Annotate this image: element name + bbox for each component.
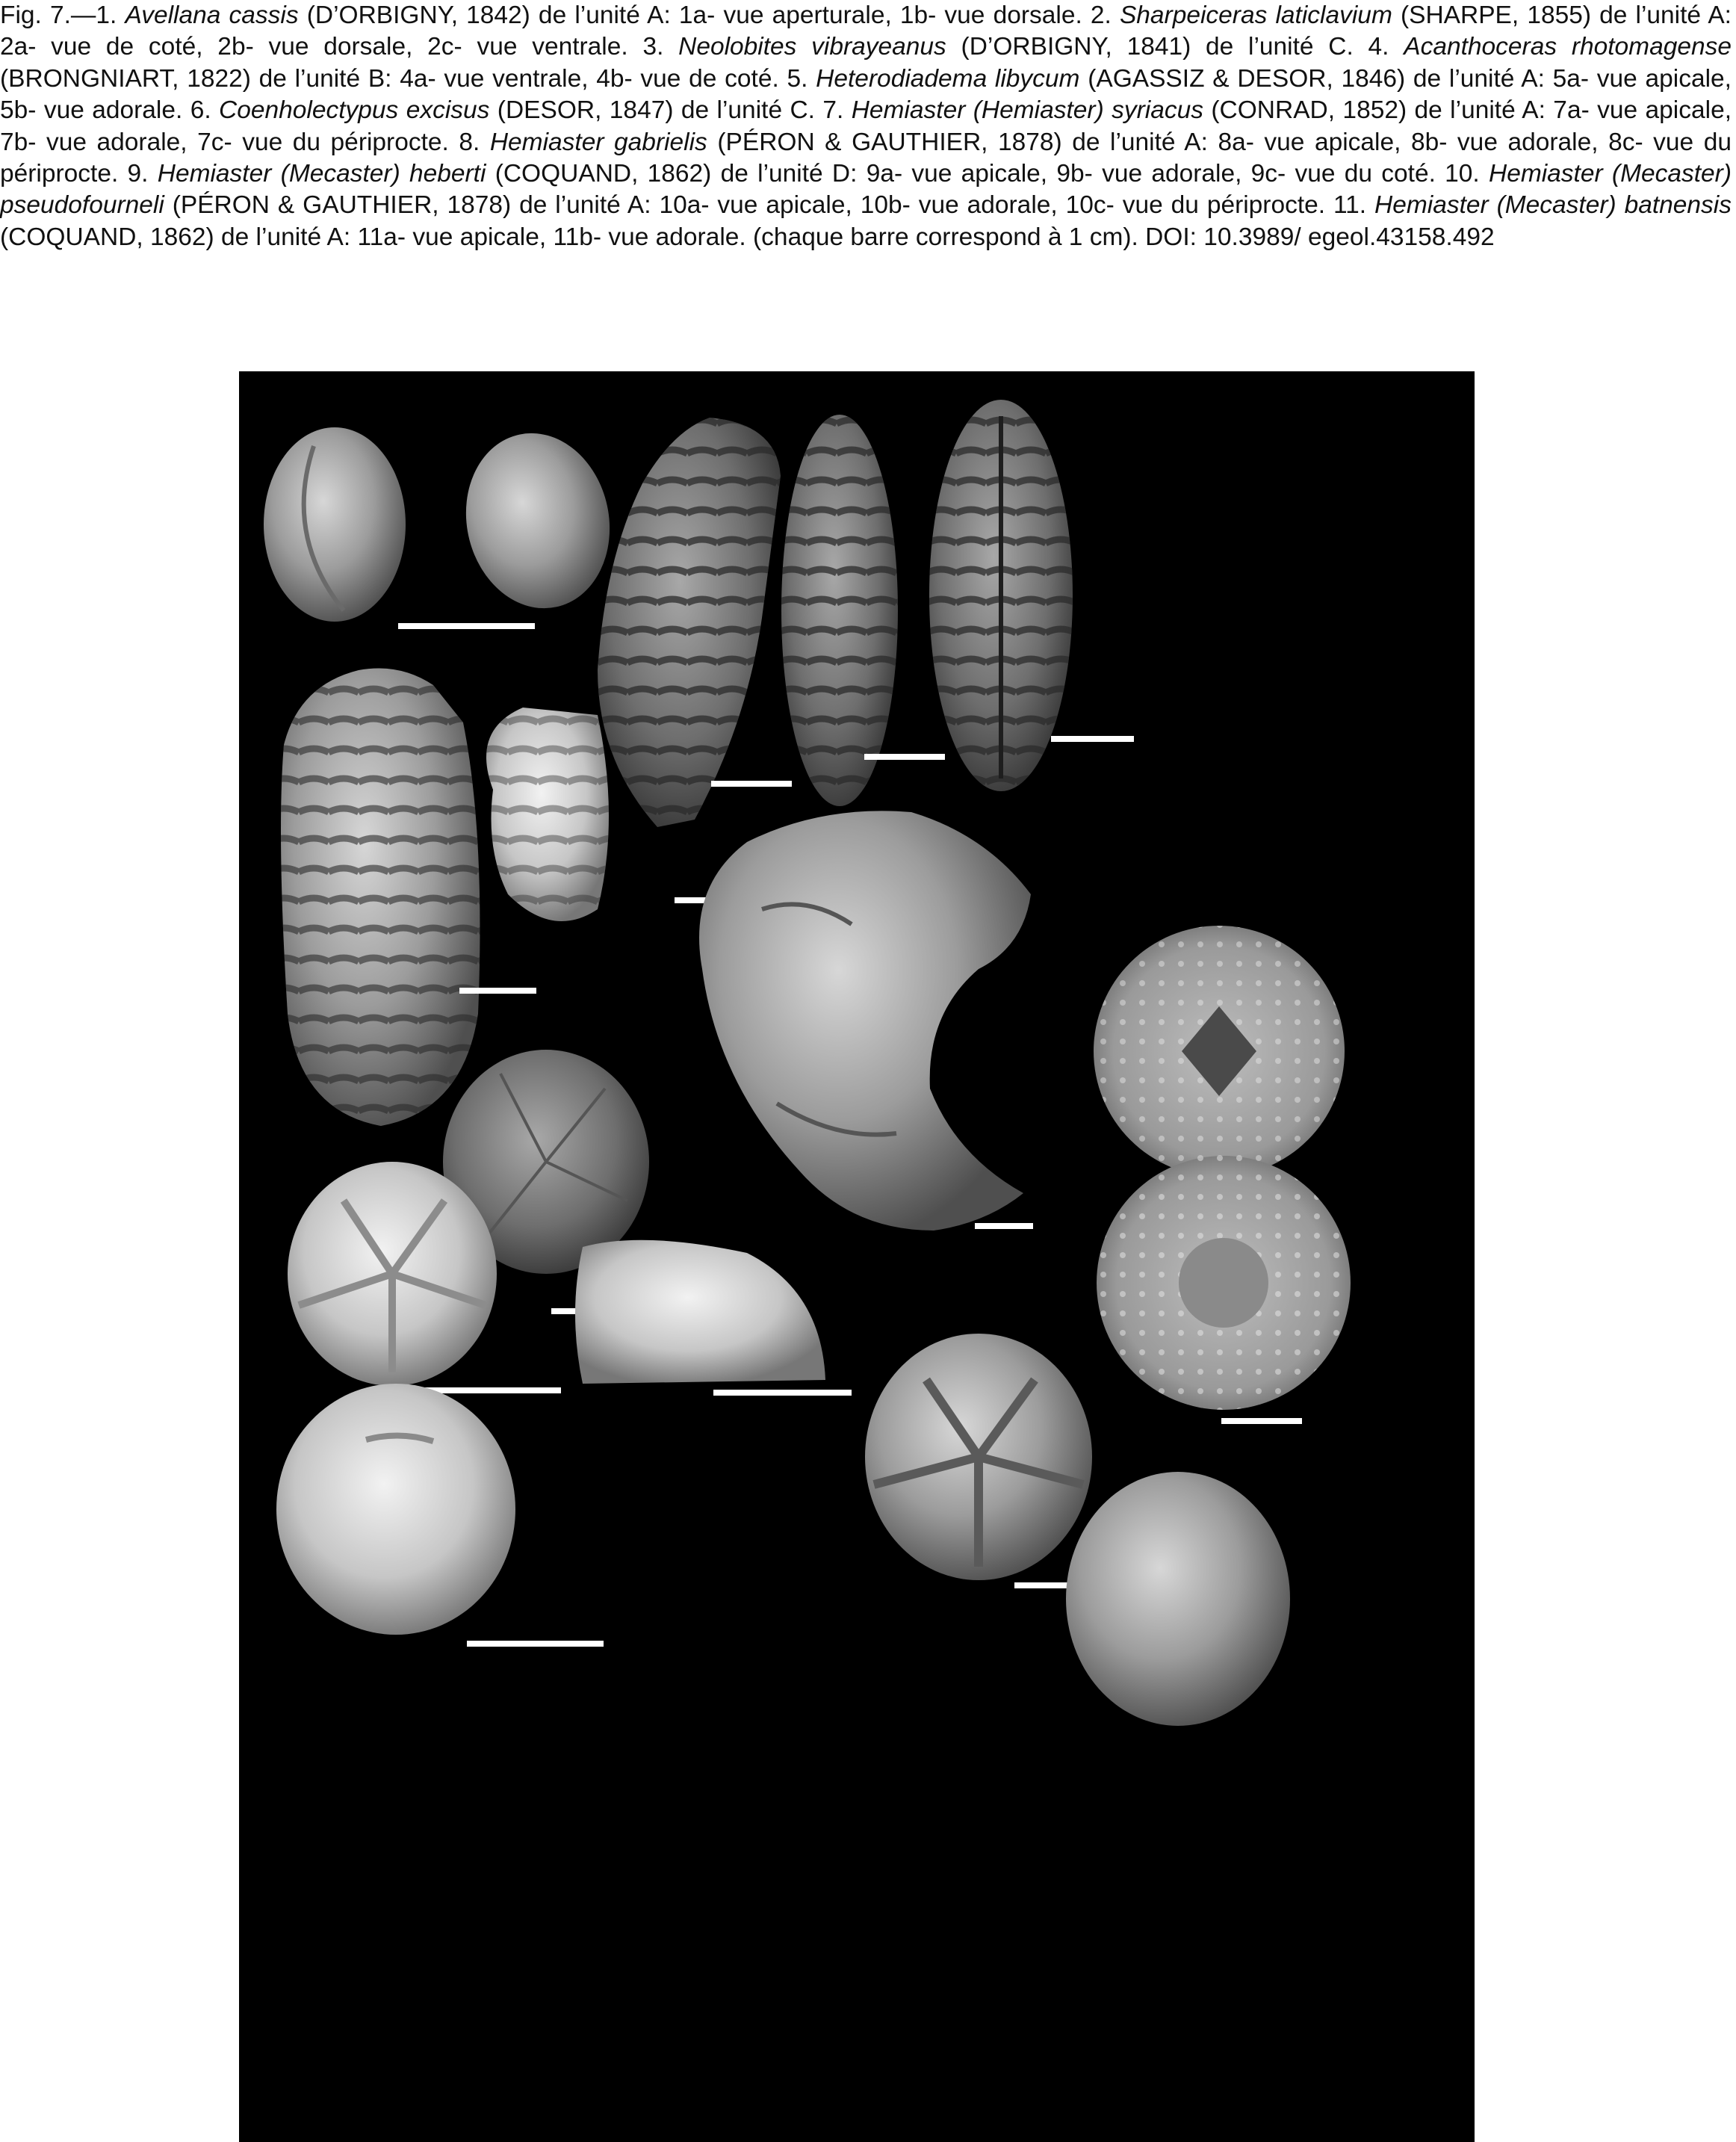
caption-text: (PÉRON & GAUTHIER, 1878) de l’unité A: 10a- vue apicale, 10b- vue adorale, 10c- vue du périprocte. 11.: [164, 191, 1375, 220]
caption-text: (CONRAD, 1852) de l’unité A: 7a- vue apicale, 7b- vue adorale, 7c- vue du périprocte. 8.: [0, 96, 1732, 156]
caption-text: (COQUAND, 1862) de l’unité D: 9a- vue apicale, 9b- vue adorale, 9c- vue du coté. 10.: [486, 160, 1489, 188]
caption-text: (COQUAND, 1862) de l’unité A: 11a- vue apicale, 11b- vue adorale. (chaque barre correspond à 1 cm). DOI: 10.3989/ egeol.43158.492: [0, 223, 1495, 251]
scale-bar: [398, 623, 535, 629]
fossil-specimens-drawing: [239, 371, 1475, 2142]
scale-bar: [864, 754, 945, 760]
specimen-8a: [865, 1334, 1092, 1580]
specimen-7b: [276, 1384, 515, 1635]
specimen-1a: [264, 427, 406, 622]
scale-bar: [425, 1387, 561, 1393]
fossil-plate: [239, 371, 1475, 2142]
taxon-name: Neolobites vibrayeanus: [678, 33, 946, 61]
taxon-name: Sharpeiceras laticlavium: [1119, 1, 1392, 29]
taxon-name: Avellana cassis: [125, 1, 299, 29]
specimen-4a: [281, 669, 480, 1127]
caption-text: (D’ORBIGNY, 1842) de l’unité A: 1a- vue aperturale, 1b- vue dorsale. 2.: [298, 1, 1120, 29]
taxon-name: Hemiaster gabrielis: [489, 128, 707, 156]
figure-number: Fig. 7.—1.: [0, 1, 125, 29]
specimen-5b: [1097, 1156, 1351, 1410]
scale-bar: [467, 1641, 604, 1647]
scale-bar: [459, 988, 536, 994]
caption-text: (BRONGNIART, 1822) de l’unité B: 4a- vue ventrale, 4b- vue de coté. 5.: [0, 64, 816, 93]
specimen-7c: [575, 1240, 825, 1384]
taxon-name: Hemiaster (Hemiaster) syriacus: [851, 96, 1203, 125]
figure-caption: [0, 0, 1732, 253]
scale-bar: [1221, 1418, 1302, 1424]
taxon-name: Hemiaster (Mecaster) batnensis: [1374, 191, 1732, 220]
specimen-3: [699, 811, 1031, 1231]
taxon-name: Acanthoceras rhotomagense: [1404, 33, 1732, 61]
caption-text: (AGASSIZ & DESOR, 1846) de l’unité A: 5a- vue apicale, 5b- vue adorale. 6.: [0, 64, 1732, 125]
scale-bar: [975, 1223, 1033, 1229]
caption-text: (DESOR, 1847) de l’unité C. 7.: [489, 96, 852, 125]
specimen-2b: [781, 415, 898, 806]
scale-bar: [713, 1390, 852, 1396]
specimen-1b: [450, 420, 626, 622]
taxon-name: Hemiaster (Mecaster) pseudofourneli: [0, 160, 1732, 220]
caption-text: (PÉRON & GAUTHIER, 1878) de l’unité A: 8a- vue apicale, 8b- vue adorale, 8c- vue du périprocte. 9.: [0, 128, 1732, 188]
specimen-7a: [288, 1162, 497, 1386]
specimen-5a: [1094, 926, 1345, 1177]
specimen-8b: [1066, 1472, 1290, 1726]
scale-bar: [711, 781, 792, 787]
specimen-4b: [486, 708, 609, 921]
taxon-name: Hemiaster (Mecaster) heberti: [157, 160, 486, 188]
specimen-2a: [598, 418, 781, 827]
taxon-name: Coenholectypus excisus: [219, 96, 490, 125]
caption-text: (SHARPE, 1855) de l’unité A: 2a- vue de coté, 2b- vue dorsale, 2c- vue ventrale. 3.: [0, 1, 1732, 61]
specimen-2c: [929, 400, 1073, 791]
taxon-name: Heterodiadema libycum: [816, 64, 1080, 93]
scale-bar: [1051, 736, 1134, 742]
caption-text: (D’ORBIGNY, 1841) de l’unité C. 4.: [946, 33, 1404, 61]
